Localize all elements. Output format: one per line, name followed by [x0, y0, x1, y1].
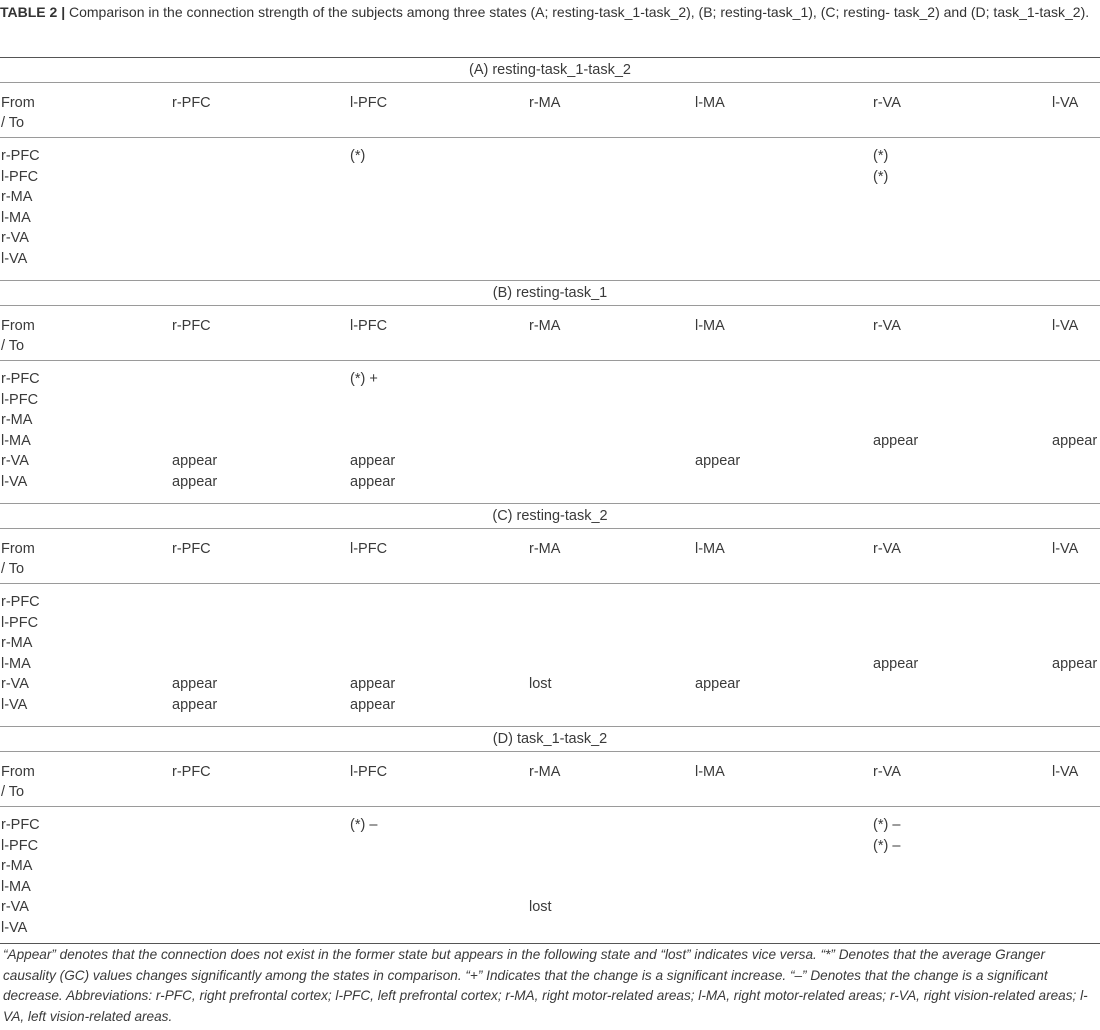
- table-cell: appear: [350, 697, 396, 713]
- column-header-r-pfc: r-PFC: [172, 764, 211, 780]
- row-label-r-ma: r-MA: [1, 635, 33, 652]
- row-label-r-ma: r-MA: [1, 858, 33, 875]
- column-header-l-va: l-VA: [1052, 95, 1079, 111]
- row-label-l-va: l-VA: [1, 697, 28, 713]
- row-label-r-va: r-VA: [1, 230, 29, 247]
- from-to-header: From: [1, 318, 35, 334]
- section-divider: [0, 57, 1100, 58]
- row-label-l-va: l-VA: [1, 920, 28, 936]
- row-label-r-ma: r-MA: [1, 412, 33, 429]
- from-to-header: From: [1, 541, 35, 557]
- column-header-r-ma: r-MA: [529, 541, 561, 557]
- table-cell: (*): [873, 148, 889, 164]
- column-header-l-ma: l-MA: [695, 541, 725, 557]
- row-label-l-ma: l-MA: [1, 878, 31, 895]
- row-label-l-pfc: l-PFC: [1, 168, 39, 185]
- row-label-r-va: r-VA: [1, 899, 29, 916]
- table-cell: appear: [1052, 432, 1098, 449]
- table-cell: (*) –: [873, 817, 901, 833]
- section-title-rule: [0, 82, 1100, 83]
- column-header-r-va: r-VA: [873, 764, 901, 780]
- table-cell: appear: [1052, 655, 1098, 672]
- column-header-r-ma: r-MA: [529, 95, 561, 111]
- column-header-r-ma: r-MA: [529, 764, 561, 780]
- section-title: (D) task_1-task_2: [492, 731, 608, 747]
- column-header-r-ma: r-MA: [529, 318, 561, 334]
- column-header-l-pfc: l-PFC: [350, 541, 388, 557]
- row-label-l-pfc: l-PFC: [1, 391, 39, 408]
- table-cell: appear: [695, 676, 741, 693]
- row-label-r-va: r-VA: [1, 676, 29, 693]
- table-cell: lost: [529, 899, 552, 916]
- row-label-l-va: l-VA: [1, 474, 28, 490]
- table-caption: [0, 3, 1090, 21]
- row-label-l-ma: l-MA: [1, 209, 31, 226]
- column-header-l-ma: l-MA: [695, 95, 725, 111]
- from-to-header: From: [1, 764, 35, 780]
- table-cell: (*): [350, 148, 366, 164]
- table-cell: (*) +: [350, 371, 378, 387]
- section-divider: [0, 503, 1100, 504]
- table-cell: appear: [873, 432, 919, 449]
- table-cell: appear: [172, 453, 218, 470]
- column-header-r-va: r-VA: [873, 95, 901, 111]
- table-cell: (*): [873, 168, 889, 185]
- header-rule: [0, 806, 1100, 807]
- from-to-header: From: [1, 95, 35, 111]
- column-header-r-pfc: r-PFC: [172, 541, 211, 557]
- row-label-l-va: l-VA: [1, 251, 28, 267]
- section-title: (A) resting-task_1-task_2: [469, 62, 631, 78]
- column-header-l-ma: l-MA: [695, 318, 725, 334]
- column-header-r-pfc: r-PFC: [172, 95, 211, 111]
- column-header-l-va: l-VA: [1052, 764, 1079, 780]
- section-title-rule: [0, 305, 1100, 306]
- section-title-rule: [0, 751, 1100, 752]
- row-label-l-pfc: l-PFC: [1, 837, 39, 854]
- column-header-l-pfc: l-PFC: [350, 318, 388, 334]
- row-label-r-pfc: r-PFC: [1, 594, 40, 610]
- column-header-r-pfc: r-PFC: [172, 318, 211, 334]
- column-header-l-va: l-VA: [1052, 318, 1079, 334]
- table-bottom-rule: [0, 943, 1100, 944]
- row-label-r-pfc: r-PFC: [1, 371, 40, 387]
- row-label-r-pfc: r-PFC: [1, 148, 40, 164]
- column-header-l-pfc: l-PFC: [350, 95, 388, 111]
- table-cell: appear: [172, 676, 218, 693]
- section-title-rule: [0, 528, 1100, 529]
- column-header-r-va: r-VA: [873, 541, 901, 557]
- row-label-r-pfc: r-PFC: [1, 817, 40, 833]
- row-label-l-pfc: l-PFC: [1, 614, 39, 631]
- section-divider: [0, 280, 1100, 281]
- from-to-header-2: / To: [1, 561, 25, 577]
- column-header-l-ma: l-MA: [695, 764, 725, 780]
- table-cell: appear: [350, 453, 396, 470]
- section-title: (B) resting-task_1: [492, 285, 608, 301]
- table-cell: appear: [350, 676, 396, 693]
- from-to-header-2: / To: [1, 338, 25, 354]
- caption-text: Comparison in the connection strength of the subjects among three states (A; resting-task_1-task_2), (B; resting-task_1), (C; resting- task_2) and (D; task_1-task_2).: [65, 4, 1090, 20]
- table-cell: lost: [529, 676, 552, 693]
- table-cell: (*) –: [350, 817, 378, 833]
- header-rule: [0, 360, 1100, 361]
- table-cell: appear: [695, 453, 741, 470]
- column-header-r-va: r-VA: [873, 318, 901, 334]
- header-rule: [0, 137, 1100, 138]
- table-cell: appear: [350, 474, 396, 490]
- table-label: TABLE 2 |: [0, 4, 66, 20]
- table-cell: appear: [172, 474, 218, 490]
- from-to-header-2: / To: [1, 784, 25, 800]
- row-label-r-ma: r-MA: [1, 189, 33, 206]
- header-rule: [0, 583, 1100, 584]
- row-label-l-ma: l-MA: [1, 432, 31, 449]
- from-to-header-2: / To: [1, 115, 25, 131]
- row-label-l-ma: l-MA: [1, 655, 31, 672]
- row-label-r-va: r-VA: [1, 453, 29, 470]
- section-title: (C) resting-task_2: [492, 508, 608, 524]
- table-cell: appear: [172, 697, 218, 713]
- column-header-l-va: l-VA: [1052, 541, 1079, 557]
- table-footnote: “Appear” denotes that the connection does not exist in the former state but appears in the following state and “lost” indicates vice versa. “*” Denotes that the average Granger causality (GC) values changes significantly among the states in comparison. “+” Indicates that the change is a significant increase. “–” Denotes that the change is a significant decrease. Abbreviations: r-PFC, right prefrontal cortex; l-PFC, left prefrontal cortex; r-MA, right motor-related areas; l-MA, right motor-related areas; r-VA, right vision-related areas; l-VA, left vision-related areas.: [3, 947, 1088, 1024]
- column-header-l-pfc: l-PFC: [350, 764, 388, 780]
- table-cell: (*) –: [873, 837, 901, 854]
- table-cell: appear: [873, 655, 919, 672]
- section-divider: [0, 726, 1100, 727]
